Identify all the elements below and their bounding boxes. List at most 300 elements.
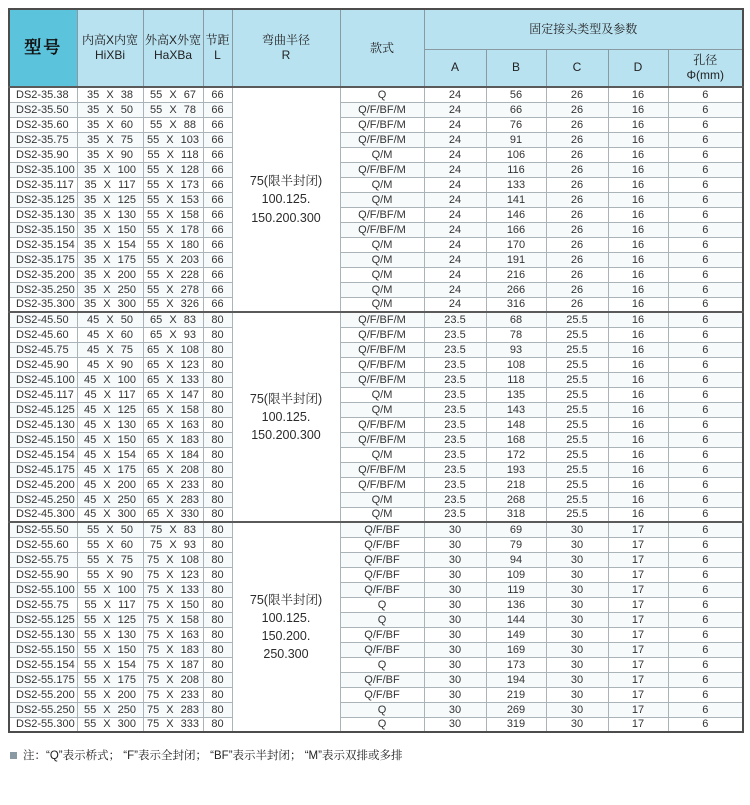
cell-outer-dims: 65 X 233 [143, 477, 203, 492]
cell-param-d: 16 [608, 132, 668, 147]
cell-inner-dims: 55 X 200 [77, 687, 143, 702]
cell-param-b: 168 [486, 432, 546, 447]
cell-style: Q/M [340, 447, 424, 462]
table-row [9, 432, 743, 447]
cell-pitch: 80 [203, 387, 232, 402]
cell-param-b: 119 [486, 582, 546, 597]
header-param-d: D [608, 49, 668, 87]
cell-pitch: 80 [203, 702, 232, 717]
cell-pitch: 80 [203, 507, 232, 522]
cell-param-c: 26 [546, 162, 608, 177]
cell-param-c: 26 [546, 177, 608, 192]
table-row [9, 177, 743, 192]
cell-param-a: 30 [424, 522, 486, 537]
table-row [9, 717, 743, 732]
cell-outer-dims: 65 X 283 [143, 492, 203, 507]
cell-model: DS2-45.60 [9, 327, 77, 342]
cell-param-c: 26 [546, 252, 608, 267]
cell-param-b: 316 [486, 297, 546, 312]
cell-inner-dims: 55 X 60 [77, 537, 143, 552]
cell-param-a: 30 [424, 702, 486, 717]
cell-param-b: 266 [486, 282, 546, 297]
table-row [9, 267, 743, 282]
table-row [9, 282, 743, 297]
cell-hole-diameter: 6 [668, 552, 743, 567]
cell-hole-diameter: 6 [668, 507, 743, 522]
cell-outer-dims: 75 X 123 [143, 567, 203, 582]
cell-pitch: 80 [203, 672, 232, 687]
cell-model: DS2-35.90 [9, 147, 77, 162]
cell-param-b: 133 [486, 177, 546, 192]
cell-style: Q/M [340, 507, 424, 522]
cell-inner-dims: 55 X 90 [77, 567, 143, 582]
cell-hole-diameter: 6 [668, 297, 743, 312]
cell-param-b: 136 [486, 597, 546, 612]
cell-model: DS2-45.125 [9, 402, 77, 417]
cell-hole-diameter: 6 [668, 582, 743, 597]
cell-param-d: 16 [608, 162, 668, 177]
cell-param-c: 30 [546, 627, 608, 642]
cell-hole-diameter: 6 [668, 267, 743, 282]
bend-radius-line: 150.200.300 [251, 210, 321, 225]
cell-hole-diameter: 6 [668, 192, 743, 207]
cell-inner-dims: 45 X 60 [77, 327, 143, 342]
cell-model: DS2-45.75 [9, 342, 77, 357]
cell-bend-radius [232, 312, 340, 522]
table-row [9, 702, 743, 717]
cell-param-d: 16 [608, 432, 668, 447]
cell-param-c: 30 [546, 537, 608, 552]
cell-inner-dims: 55 X 154 [77, 657, 143, 672]
cell-param-d: 16 [608, 252, 668, 267]
cell-param-a: 23.5 [424, 462, 486, 477]
cell-outer-dims: 65 X 83 [143, 312, 203, 327]
cell-outer-dims: 65 X 208 [143, 462, 203, 477]
cell-param-a: 30 [424, 642, 486, 657]
cell-param-b: 135 [486, 387, 546, 402]
cell-param-b: 109 [486, 567, 546, 582]
cell-inner-dims: 35 X 200 [77, 267, 143, 282]
cell-param-d: 16 [608, 267, 668, 282]
table-row [9, 507, 743, 522]
table-row [9, 327, 743, 342]
cell-hole-diameter: 6 [668, 492, 743, 507]
cell-pitch: 80 [203, 492, 232, 507]
cell-param-b: 166 [486, 222, 546, 237]
cell-pitch: 66 [203, 177, 232, 192]
cell-hole-diameter: 6 [668, 462, 743, 477]
cell-outer-dims: 75 X 208 [143, 672, 203, 687]
cell-style: Q/M [340, 402, 424, 417]
cell-inner-dims: 35 X 60 [77, 117, 143, 132]
cell-pitch: 66 [203, 237, 232, 252]
cell-param-b: 149 [486, 627, 546, 642]
cell-outer-dims: 55 X 278 [143, 282, 203, 297]
cell-outer-dims: 65 X 330 [143, 507, 203, 522]
cell-param-a: 30 [424, 537, 486, 552]
cell-param-b: 56 [486, 87, 546, 102]
cell-outer-dims: 75 X 187 [143, 657, 203, 672]
cell-hole-diameter: 6 [668, 87, 743, 102]
table-row [9, 462, 743, 477]
cell-hole-diameter: 6 [668, 627, 743, 642]
cell-hole-diameter: 6 [668, 477, 743, 492]
header-bend-radius [232, 9, 340, 87]
cell-param-b: 218 [486, 477, 546, 492]
cell-param-c: 26 [546, 207, 608, 222]
table-row [9, 567, 743, 582]
cell-style: Q/M [340, 297, 424, 312]
cell-param-c: 26 [546, 267, 608, 282]
cell-param-b: 269 [486, 702, 546, 717]
cell-model: DS2-35.175 [9, 252, 77, 267]
cell-param-a: 30 [424, 582, 486, 597]
cell-model: DS2-45.175 [9, 462, 77, 477]
cell-outer-dims: 55 X 158 [143, 207, 203, 222]
cell-pitch: 80 [203, 342, 232, 357]
cell-param-d: 16 [608, 237, 668, 252]
cell-param-d: 17 [608, 672, 668, 687]
cell-param-a: 24 [424, 207, 486, 222]
cell-model: DS2-35.154 [9, 237, 77, 252]
cell-bend-radius [232, 87, 340, 312]
cell-hole-diameter: 6 [668, 657, 743, 672]
cell-hole-diameter: 6 [668, 222, 743, 237]
cell-param-d: 16 [608, 222, 668, 237]
table-row [9, 237, 743, 252]
cell-param-b: 143 [486, 402, 546, 417]
cell-param-b: 91 [486, 132, 546, 147]
bend-radius-line: 75(限半封闭) [249, 174, 323, 189]
cell-param-a: 30 [424, 597, 486, 612]
cell-param-d: 16 [608, 327, 668, 342]
cell-hole-diameter: 6 [668, 207, 743, 222]
cell-hole-diameter: 6 [668, 702, 743, 717]
spec-table-body [9, 87, 743, 732]
cell-param-b: 318 [486, 507, 546, 522]
cell-param-a: 30 [424, 657, 486, 672]
table-row [9, 342, 743, 357]
cell-style: Q/F/BF/M [340, 342, 424, 357]
table-row [9, 207, 743, 222]
cell-model: DS2-45.117 [9, 387, 77, 402]
cell-inner-dims: 55 X 117 [77, 597, 143, 612]
cell-pitch: 66 [203, 132, 232, 147]
header-pitch-symbol: L [214, 48, 221, 62]
cell-param-c: 25.5 [546, 357, 608, 372]
cell-hole-diameter: 6 [668, 402, 743, 417]
cell-pitch: 80 [203, 477, 232, 492]
cell-hole-diameter: 6 [668, 252, 743, 267]
cell-inner-dims: 45 X 90 [77, 357, 143, 372]
header-hole-diameter [668, 49, 743, 87]
cell-param-a: 30 [424, 612, 486, 627]
cell-pitch: 80 [203, 402, 232, 417]
table-row [9, 87, 743, 102]
cell-param-d: 16 [608, 207, 668, 222]
header-param-b: B [486, 49, 546, 87]
table-row [9, 447, 743, 462]
cell-param-b: 146 [486, 207, 546, 222]
cell-param-c: 26 [546, 102, 608, 117]
cell-param-c: 30 [546, 552, 608, 567]
table-row [9, 297, 743, 312]
cell-pitch: 66 [203, 282, 232, 297]
header-model: 型号 [9, 9, 77, 87]
cell-param-c: 25.5 [546, 477, 608, 492]
cell-style: Q [340, 597, 424, 612]
cell-param-a: 23.5 [424, 387, 486, 402]
cell-param-b: 148 [486, 417, 546, 432]
cell-param-a: 30 [424, 627, 486, 642]
cell-param-d: 17 [608, 627, 668, 642]
cell-outer-dims: 55 X 173 [143, 177, 203, 192]
cell-outer-dims: 75 X 158 [143, 612, 203, 627]
cell-param-c: 25.5 [546, 507, 608, 522]
cell-pitch: 80 [203, 597, 232, 612]
cell-pitch: 66 [203, 147, 232, 162]
cell-model: DS2-45.150 [9, 432, 77, 447]
cell-style: Q/F/BF [340, 582, 424, 597]
header-outer-cn: 外高X外宽 [144, 33, 201, 47]
cell-hole-diameter: 6 [668, 177, 743, 192]
cell-hole-diameter: 6 [668, 282, 743, 297]
cell-inner-dims: 45 X 75 [77, 342, 143, 357]
cell-param-b: 194 [486, 672, 546, 687]
cell-style: Q/F/BF [340, 537, 424, 552]
cell-inner-dims: 35 X 117 [77, 177, 143, 192]
table-row [9, 357, 743, 372]
table-row [9, 312, 743, 327]
cell-inner-dims: 35 X 38 [77, 87, 143, 102]
cell-inner-dims: 45 X 100 [77, 372, 143, 387]
cell-param-d: 17 [608, 657, 668, 672]
cell-style: Q/F/BF/M [340, 477, 424, 492]
cell-outer-dims: 75 X 163 [143, 627, 203, 642]
cell-param-c: 25.5 [546, 342, 608, 357]
cell-model: DS2-55.154 [9, 657, 77, 672]
cell-outer-dims: 75 X 93 [143, 537, 203, 552]
cell-model: DS2-35.300 [9, 297, 77, 312]
table-row [9, 372, 743, 387]
header-hole-cn: 孔径 [693, 52, 718, 67]
cell-pitch: 80 [203, 582, 232, 597]
cell-outer-dims: 55 X 128 [143, 162, 203, 177]
cell-param-b: 94 [486, 552, 546, 567]
cell-param-b: 106 [486, 147, 546, 162]
cell-inner-dims: 35 X 175 [77, 252, 143, 267]
cell-model: DS2-55.125 [9, 612, 77, 627]
cell-param-c: 26 [546, 132, 608, 147]
cell-param-d: 17 [608, 612, 668, 627]
table-row [9, 612, 743, 627]
cell-inner-dims: 55 X 50 [77, 522, 143, 537]
cell-inner-dims: 55 X 130 [77, 627, 143, 642]
cell-param-a: 24 [424, 252, 486, 267]
cell-outer-dims: 55 X 78 [143, 102, 203, 117]
cell-style: Q [340, 612, 424, 627]
cell-model: DS2-45.200 [9, 477, 77, 492]
cell-hole-diameter: 6 [668, 117, 743, 132]
cell-inner-dims: 45 X 200 [77, 477, 143, 492]
table-row [9, 222, 743, 237]
cell-param-c: 30 [546, 582, 608, 597]
header-hole-symbol: Φ(mm) [686, 67, 725, 82]
square-bullet-icon [10, 752, 17, 759]
cell-model: DS2-55.60 [9, 537, 77, 552]
header-outer-dims [143, 9, 203, 87]
cell-param-b: 193 [486, 462, 546, 477]
cell-param-b: 169 [486, 642, 546, 657]
cell-param-d: 16 [608, 447, 668, 462]
cell-inner-dims: 35 X 250 [77, 282, 143, 297]
cell-param-c: 26 [546, 87, 608, 102]
cell-outer-dims: 65 X 163 [143, 417, 203, 432]
cell-style: Q/F/BF [340, 627, 424, 642]
cell-param-a: 30 [424, 717, 486, 732]
bend-radius-line: 75(限半封闭) [249, 592, 323, 607]
cell-pitch: 66 [203, 102, 232, 117]
cell-param-a: 24 [424, 177, 486, 192]
cell-pitch: 66 [203, 117, 232, 132]
cell-outer-dims: 75 X 133 [143, 582, 203, 597]
cell-param-b: 66 [486, 102, 546, 117]
cell-outer-dims: 55 X 103 [143, 132, 203, 147]
cell-param-d: 16 [608, 372, 668, 387]
cell-inner-dims: 45 X 175 [77, 462, 143, 477]
cell-param-d: 17 [608, 582, 668, 597]
cell-outer-dims: 55 X 203 [143, 252, 203, 267]
cell-hole-diameter: 6 [668, 162, 743, 177]
cell-style: Q [340, 702, 424, 717]
cell-param-b: 93 [486, 342, 546, 357]
cell-style: Q/M [340, 387, 424, 402]
cell-param-b: 68 [486, 312, 546, 327]
cell-style: Q/M [340, 282, 424, 297]
cell-hole-diameter: 6 [668, 147, 743, 162]
cell-style: Q/M [340, 252, 424, 267]
cell-outer-dims: 75 X 83 [143, 522, 203, 537]
cell-hole-diameter: 6 [668, 642, 743, 657]
cell-model: DS2-55.150 [9, 642, 77, 657]
cell-hole-diameter: 6 [668, 567, 743, 582]
cell-style: Q/F/BF/M [340, 417, 424, 432]
cell-outer-dims: 55 X 180 [143, 237, 203, 252]
cell-param-d: 16 [608, 282, 668, 297]
cell-param-a: 24 [424, 282, 486, 297]
cell-param-a: 24 [424, 102, 486, 117]
header-inner-en: HiXBi [94, 48, 125, 62]
cell-style: Q/F/BF [340, 672, 424, 687]
cell-param-c: 26 [546, 237, 608, 252]
cell-param-c: 25.5 [546, 432, 608, 447]
cell-hole-diameter: 6 [668, 237, 743, 252]
cell-style: Q/M [340, 192, 424, 207]
cell-style: Q/F/BF/M [340, 462, 424, 477]
bend-radius-line: 150.200. [261, 629, 311, 643]
cell-pitch: 80 [203, 627, 232, 642]
cell-param-a: 23.5 [424, 477, 486, 492]
table-row [9, 552, 743, 567]
cell-model: DS2-35.125 [9, 192, 77, 207]
cell-outer-dims: 65 X 183 [143, 432, 203, 447]
cell-model: DS2-35.60 [9, 117, 77, 132]
cell-pitch: 80 [203, 312, 232, 327]
cell-model: DS2-35.117 [9, 177, 77, 192]
bend-radius-line: 150.200.300 [251, 428, 321, 443]
cell-pitch: 80 [203, 642, 232, 657]
cell-param-a: 24 [424, 267, 486, 282]
cell-param-a: 23.5 [424, 492, 486, 507]
header-param-a: A [424, 49, 486, 87]
cell-param-a: 23.5 [424, 447, 486, 462]
cell-outer-dims: 75 X 283 [143, 702, 203, 717]
table-row [9, 252, 743, 267]
cell-param-c: 30 [546, 522, 608, 537]
cell-param-a: 30 [424, 687, 486, 702]
cell-hole-diameter: 6 [668, 387, 743, 402]
cell-param-c: 30 [546, 657, 608, 672]
cell-outer-dims: 55 X 118 [143, 147, 203, 162]
cell-param-c: 30 [546, 687, 608, 702]
cell-param-d: 17 [608, 552, 668, 567]
cell-param-d: 17 [608, 537, 668, 552]
cell-param-d: 17 [608, 642, 668, 657]
cell-param-c: 25.5 [546, 462, 608, 477]
cell-style: Q/M [340, 147, 424, 162]
cell-pitch: 66 [203, 192, 232, 207]
cell-hole-diameter: 6 [668, 312, 743, 327]
cell-param-b: 108 [486, 357, 546, 372]
cell-param-d: 16 [608, 357, 668, 372]
cell-param-b: 170 [486, 237, 546, 252]
cell-param-a: 24 [424, 132, 486, 147]
cell-model: DS2-45.130 [9, 417, 77, 432]
cell-inner-dims: 35 X 100 [77, 162, 143, 177]
cell-inner-dims: 45 X 130 [77, 417, 143, 432]
cell-param-c: 25.5 [546, 372, 608, 387]
cell-param-c: 25.5 [546, 312, 608, 327]
cell-pitch: 80 [203, 417, 232, 432]
cell-param-d: 16 [608, 87, 668, 102]
cell-param-c: 30 [546, 567, 608, 582]
cell-param-c: 25.5 [546, 327, 608, 342]
cell-outer-dims: 65 X 158 [143, 402, 203, 417]
cell-style: Q/F/BF [340, 522, 424, 537]
cell-param-a: 23.5 [424, 312, 486, 327]
cell-model: DS2-55.75 [9, 597, 77, 612]
cell-model: DS2-35.100 [9, 162, 77, 177]
cell-inner-dims: 55 X 300 [77, 717, 143, 732]
table-row [9, 537, 743, 552]
cell-hole-diameter: 6 [668, 132, 743, 147]
cell-outer-dims: 75 X 333 [143, 717, 203, 732]
cell-style: Q [340, 657, 424, 672]
cell-model: DS2-35.150 [9, 222, 77, 237]
cell-outer-dims: 65 X 93 [143, 327, 203, 342]
cell-param-b: 191 [486, 252, 546, 267]
cell-param-b: 144 [486, 612, 546, 627]
cell-param-c: 26 [546, 222, 608, 237]
cell-param-a: 23.5 [424, 402, 486, 417]
table-row [9, 687, 743, 702]
cell-style: Q [340, 87, 424, 102]
cell-param-b: 78 [486, 327, 546, 342]
cell-param-d: 16 [608, 297, 668, 312]
cell-model: DS2-55.250 [9, 702, 77, 717]
cell-outer-dims: 55 X 228 [143, 267, 203, 282]
cell-param-d: 16 [608, 477, 668, 492]
